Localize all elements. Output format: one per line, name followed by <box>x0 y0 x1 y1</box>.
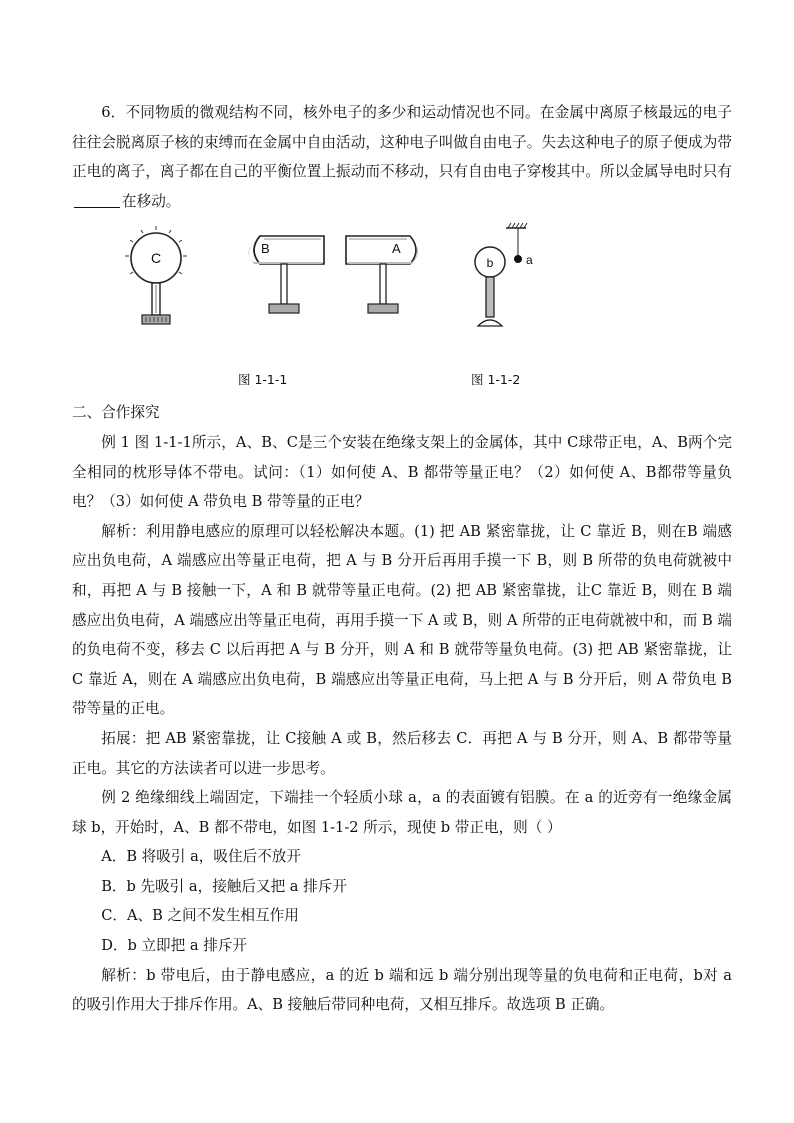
figure-1-1-2-caption: 图 1-1-2 <box>471 372 521 388</box>
pillow-conductor-a <box>346 236 418 313</box>
example-1-analysis: 解析：利用静电感应的原理可以轻松解决本题。(1) 把 AB 紧密靠拢，让 C 靠近 B，则在B 端感应出负电荷，A 端感应出等量正电荷，把 A 与 B 分开后再用手摸一下 B，则 B 所带的负电荷就被中和，再把 A 与 B 接触一下，A 和 B 就带等量正电荷。(2) 把 AB 紧密靠拢，让C 靠近 B，则在 B 端感应出负电荷，A 端感应出等量正电荷，再用手摸一下 A 或 B，则 A 所带的正电荷就被中和，而 B 端的负电荷不变，移去 C 以后再把 A 与 B 分开，则 A 和 B 就带等量负电荷。(3) 把 AB 紧密靠拢，让 C 靠近 A，则在 A 端感应出负电荷，B 端感应出等量正电荷，马上把 A 与 B 分开后，则 A 带负电 B 带等量的正电。 <box>72 522 732 718</box>
sphere-c-label: C <box>150 250 162 267</box>
answer-blank <box>74 193 120 208</box>
example-2-option-a: A．B 将吸引 a，吸住后不放开 <box>101 848 301 866</box>
metal-sphere-b <box>475 247 505 326</box>
pillow-conductor-b <box>248 236 324 313</box>
document-page <box>72 98 732 1020</box>
figures-row <box>72 222 732 392</box>
support-hook <box>506 223 527 256</box>
section-heading: 二、合作探究 <box>72 404 160 422</box>
example-2-option-c: C．A、B 之间不发生相互作用 <box>101 907 299 925</box>
example-2-analysis: 解析：b 带电后，由于静电感应，a 的近 b 端和远 b 端分别出现等量的负电荷和正电荷，b对 a 的吸引作用大于排斥作用。A、B 接触后带同种电荷，又相互排斥。故选项 B 正确。 <box>72 966 732 1014</box>
figure-1-1-1 <box>124 222 504 352</box>
figure-1-1-2 <box>470 222 550 352</box>
conductor-b-label: B <box>261 241 270 257</box>
ball-a-label: a <box>526 253 533 268</box>
item-6-text: 6．不同物质的微观结构不同，核外电子的多少和运动情况也不同。在金属中离原子核最远的电子往往会脱离原子核的束缚而在金属中自由活动，这种电子叫做自由电子。失去这种电子的原子便成为带正电的离子，离子都在自己的平衡位置上振动而不移动，只有自由电子穿梭其中。所以金属导电时只有 <box>72 104 732 181</box>
example-2-option-d: D．b 立即把 a 排斥开 <box>101 937 248 955</box>
item-6-text-end: 在移动。 <box>122 192 181 210</box>
example-1-extension: 拓展：把 AB 紧密靠拢，让 C接触 A 或 B，然后移去 C．再把 A 与 B 分开，则 A、B 都带等量正电。其它的方法读者可以进一步思考。 <box>72 729 732 777</box>
sphere-b-label: b <box>486 256 494 271</box>
conductor-a-label: A <box>392 241 401 257</box>
example-1-question: 例 1 图 1-1-1所示，A、B、C是三个安装在绝缘支架上的金属体，其中 C球带正电，A、B两个完全相同的枕形导体不带电。试问：（1）如何使 A、B 都带等量正电？（2）如何使 A、B都带等量负电？（3）如何使 A 带负电 B 带等量的正电？ <box>72 433 732 511</box>
item-6-paragraph <box>72 98 732 216</box>
example-2-option-b: B．b 先吸引 a，接触后又把 a 排斥开 <box>101 877 347 895</box>
charged-sphere-c <box>125 226 187 324</box>
figure-1-1-1-caption: 图 1-1-1 <box>238 372 288 388</box>
example-2-question: 例 2 绝缘细线上端固定，下端挂一个轻质小球 a，a 的表面镀有铝膜。在 a 的近旁有一绝缘金属球 b，开始时，A、B 都不带电，如图 1-1-2 所示，现使 b 带正电，则（ ） <box>72 789 732 836</box>
charged-ball-a <box>514 253 533 267</box>
